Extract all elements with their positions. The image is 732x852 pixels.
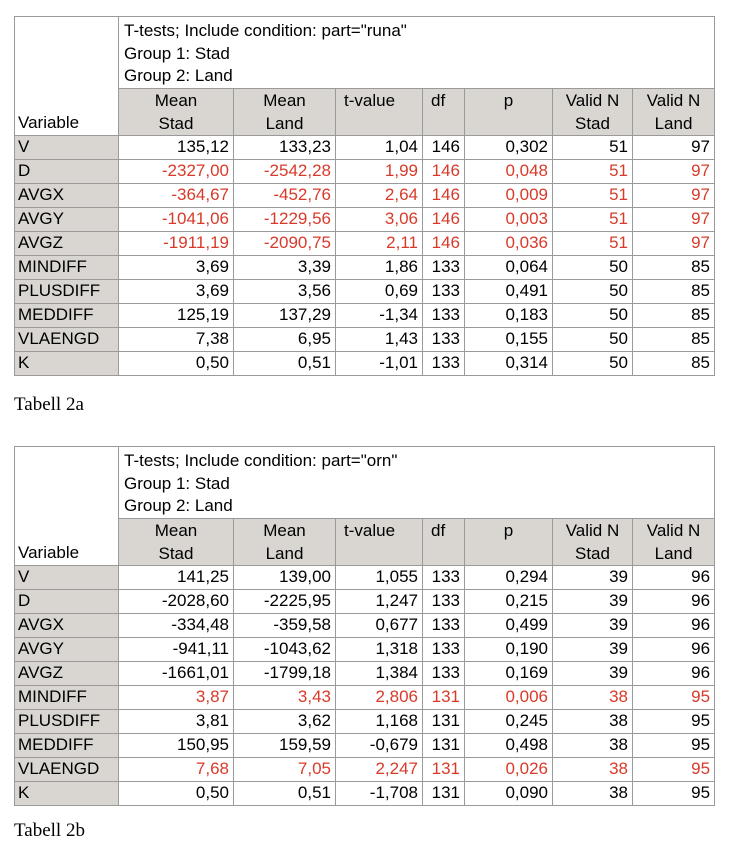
column-header-line1: Mean [263, 520, 306, 540]
table-cell: 133,23 [234, 135, 336, 159]
column-header-line1: df [431, 520, 446, 540]
table-cell: 7,38 [119, 327, 234, 351]
table-row [15, 589, 715, 613]
table-cell: 0,245 [465, 709, 553, 733]
row-variable-name: D [15, 589, 119, 613]
row-variable-name: AVGY [15, 637, 119, 661]
table-cell: 39 [553, 637, 633, 661]
table-cell: 1,055 [336, 565, 423, 589]
table-caption-a: Tabell 2a [14, 394, 84, 415]
table-cell: 7,68 [119, 757, 234, 781]
table-cell: 0,006 [465, 685, 553, 709]
column-header-line1: Valid N [646, 520, 701, 540]
table-cell: 0,026 [465, 757, 553, 781]
column-header-line1: Valid N [565, 90, 620, 110]
table-cell: -359,58 [234, 613, 336, 637]
column-header-line2: Stad [158, 543, 194, 563]
table-cell: 0,155 [465, 327, 553, 351]
table-cell: 2,11 [336, 231, 423, 255]
table-cell: 85 [633, 255, 715, 279]
column-header [465, 88, 553, 135]
column-header [336, 88, 423, 135]
table-title [119, 17, 715, 89]
column-header-line1: df [431, 90, 446, 110]
column-header-line1: Mean [154, 90, 198, 110]
ttest-table-b-container [14, 446, 711, 806]
table-cell: 96 [633, 589, 715, 613]
column-header [553, 88, 633, 135]
row-variable-name: AVGY [15, 207, 119, 231]
table-cell: 133 [423, 303, 465, 327]
table-cell: 0,51 [234, 351, 336, 375]
row-variable-name: PLUSDIFF [15, 279, 119, 303]
table-row [15, 207, 715, 231]
table-cell: -1229,56 [234, 207, 336, 231]
table-cell: 50 [553, 255, 633, 279]
row-variable-name: MINDIFF [15, 685, 119, 709]
table-cell: 146 [423, 135, 465, 159]
ttest-table [14, 16, 715, 376]
table-cell: 51 [553, 183, 633, 207]
row-variable-name: MINDIFF [15, 255, 119, 279]
table-cell: 96 [633, 613, 715, 637]
table-cell: 3,06 [336, 207, 423, 231]
table-cell: 0,498 [465, 733, 553, 757]
table-cell: 0,169 [465, 661, 553, 685]
table-cell: 133 [423, 661, 465, 685]
table-cell: -2225,95 [234, 589, 336, 613]
column-header-line1: t-value [344, 90, 396, 110]
table-title-line: T-tests; Include condition: part="orn" [124, 451, 398, 470]
table-cell: 3,69 [119, 255, 234, 279]
table-row [15, 781, 715, 805]
column-header-line2: Land [654, 113, 693, 133]
table-cell: 0,69 [336, 279, 423, 303]
row-variable-name: AVGX [15, 183, 119, 207]
table-cell: 0,302 [465, 135, 553, 159]
table-row [15, 757, 715, 781]
table-cell: 1,168 [336, 709, 423, 733]
table-cell: 1,04 [336, 135, 423, 159]
table-cell: 146 [423, 159, 465, 183]
table-cell: 2,247 [336, 757, 423, 781]
column-header-line2: Stad [158, 113, 194, 133]
table-cell: -452,76 [234, 183, 336, 207]
row-variable-name: K [15, 351, 119, 375]
table-cell: 0,003 [465, 207, 553, 231]
table-cell: 146 [423, 207, 465, 231]
table-cell: 97 [633, 231, 715, 255]
table-cell: 39 [553, 565, 633, 589]
table-cell: 0,183 [465, 303, 553, 327]
table-cell: -1043,62 [234, 637, 336, 661]
table-cell: 38 [553, 733, 633, 757]
table-cell: 125,19 [119, 303, 234, 327]
column-header-line1: Valid N [646, 90, 701, 110]
table-cell: 38 [553, 685, 633, 709]
ttest-table-a-container [14, 16, 710, 376]
column-header-line1: Mean [263, 90, 306, 110]
table-cell: 0,294 [465, 565, 553, 589]
table-title-line: Group 2: Land [124, 496, 233, 515]
table-cell: 1,384 [336, 661, 423, 685]
table-cell: -1911,19 [119, 231, 234, 255]
table-cell: 85 [633, 279, 715, 303]
table-cell: 95 [633, 685, 715, 709]
table-row [15, 565, 715, 589]
column-header-line2: Land [654, 543, 693, 563]
table-cell: 133 [423, 351, 465, 375]
table-cell: 1,247 [336, 589, 423, 613]
table-cell: 0,50 [119, 781, 234, 805]
column-header-line1: p [503, 520, 514, 540]
table-cell: -1,34 [336, 303, 423, 327]
variable-column-header: Variable [15, 17, 119, 136]
table-cell: 146 [423, 183, 465, 207]
column-header-line2: Land [265, 113, 304, 133]
table-cell: -0,679 [336, 733, 423, 757]
table-cell: 1,318 [336, 637, 423, 661]
table-title-line: Group 1: Stad [124, 473, 230, 493]
table-cell: 0,090 [465, 781, 553, 805]
table-cell: 3,81 [119, 709, 234, 733]
table-cell: 133 [423, 327, 465, 351]
column-header-line1: p [503, 90, 514, 110]
table-cell: 38 [553, 781, 633, 805]
table-cell: 95 [633, 781, 715, 805]
table-row [15, 279, 715, 303]
table-cell: 38 [553, 709, 633, 733]
column-header-row [15, 88, 715, 135]
table-cell: 95 [633, 709, 715, 733]
row-variable-name: AVGZ [15, 231, 119, 255]
table-cell: 39 [553, 589, 633, 613]
table-cell: 85 [633, 327, 715, 351]
column-header [336, 518, 423, 565]
table-cell: 3,43 [234, 685, 336, 709]
table-cell: 3,62 [234, 709, 336, 733]
table-row [15, 351, 715, 375]
column-header [633, 518, 715, 565]
table-cell: 0,499 [465, 613, 553, 637]
table-cell: 0,314 [465, 351, 553, 375]
title-row [15, 447, 715, 519]
table-cell: 2,64 [336, 183, 423, 207]
column-header-line2: Stad [575, 543, 610, 563]
table-cell: 97 [633, 207, 715, 231]
table-cell: 131 [423, 733, 465, 757]
table-cell: 50 [553, 351, 633, 375]
table-title [119, 447, 715, 519]
table-cell: -1661,01 [119, 661, 234, 685]
table-row [15, 327, 715, 351]
table-row [15, 159, 715, 183]
table-cell: 2,806 [336, 685, 423, 709]
table-cell: -2327,00 [119, 159, 234, 183]
table-cell: 3,69 [119, 279, 234, 303]
row-variable-name: AVGX [15, 613, 119, 637]
column-header [553, 518, 633, 565]
table-cell: 85 [633, 303, 715, 327]
table-cell: 0,491 [465, 279, 553, 303]
table-cell: 39 [553, 661, 633, 685]
row-variable-name: V [15, 565, 119, 589]
column-header-line1: Mean [154, 520, 198, 540]
table-cell: 133 [423, 279, 465, 303]
ttest-table [14, 446, 715, 806]
table-title-line: T-tests; Include condition: part="runa" [124, 21, 407, 40]
table-cell: 39 [553, 613, 633, 637]
column-header [234, 518, 336, 565]
table-cell: -2090,75 [234, 231, 336, 255]
column-header [465, 518, 553, 565]
table-cell: 85 [633, 351, 715, 375]
row-variable-name: D [15, 159, 119, 183]
table-row [15, 733, 715, 757]
row-variable-name: MEDDIFF [15, 303, 119, 327]
table-cell: 0,009 [465, 183, 553, 207]
table-cell: 0,190 [465, 637, 553, 661]
table-cell: 150,95 [119, 733, 234, 757]
table-cell: 50 [553, 327, 633, 351]
table-cell: 3,56 [234, 279, 336, 303]
table-row [15, 685, 715, 709]
column-header [633, 88, 715, 135]
table-cell: 131 [423, 685, 465, 709]
table-cell: 131 [423, 757, 465, 781]
table-cell: 133 [423, 589, 465, 613]
table-cell: -941,11 [119, 637, 234, 661]
table-cell: 50 [553, 303, 633, 327]
table-cell: 0,50 [119, 351, 234, 375]
table-caption-b: Tabell 2b [14, 820, 85, 841]
table-cell: 96 [633, 565, 715, 589]
table-cell: 0,048 [465, 159, 553, 183]
table-cell: 6,95 [234, 327, 336, 351]
table-cell: 97 [633, 135, 715, 159]
table-row [15, 255, 715, 279]
column-header [423, 518, 465, 565]
table-cell: 97 [633, 183, 715, 207]
column-header [119, 88, 234, 135]
table-cell: 51 [553, 159, 633, 183]
table-cell: 131 [423, 709, 465, 733]
table-row [15, 661, 715, 685]
table-cell: 95 [633, 757, 715, 781]
column-header [119, 518, 234, 565]
variable-column-header: Variable [15, 447, 119, 566]
table-cell: -1,01 [336, 351, 423, 375]
column-header-line1: t-value [344, 520, 396, 540]
table-cell: 159,59 [234, 733, 336, 757]
table-cell: 0,036 [465, 231, 553, 255]
table-cell: 135,12 [119, 135, 234, 159]
table-cell: 1,86 [336, 255, 423, 279]
table-cell: 133 [423, 255, 465, 279]
column-header-line2: Land [265, 543, 304, 563]
column-header-line2: Stad [575, 113, 610, 133]
column-header-row [15, 518, 715, 565]
table-cell: -334,48 [119, 613, 234, 637]
table-cell: 7,05 [234, 757, 336, 781]
table-cell: -1,708 [336, 781, 423, 805]
table-row [15, 135, 715, 159]
table-cell: 0,677 [336, 613, 423, 637]
table-cell: 50 [553, 279, 633, 303]
table-cell: 3,87 [119, 685, 234, 709]
table-cell: 139,00 [234, 565, 336, 589]
table-cell: 133 [423, 565, 465, 589]
table-cell: 0,215 [465, 589, 553, 613]
column-header [423, 88, 465, 135]
row-variable-name: MEDDIFF [15, 733, 119, 757]
table-cell: 133 [423, 637, 465, 661]
table-cell: 51 [553, 231, 633, 255]
table-cell: 51 [553, 207, 633, 231]
table-cell: 141,25 [119, 565, 234, 589]
table-row [15, 637, 715, 661]
table-cell: 0,064 [465, 255, 553, 279]
table-cell: 97 [633, 159, 715, 183]
table-cell: -1041,06 [119, 207, 234, 231]
row-variable-name: VLAENGD [15, 757, 119, 781]
table-cell: 146 [423, 231, 465, 255]
table-cell: 131 [423, 781, 465, 805]
table-cell: 133 [423, 613, 465, 637]
row-variable-name: VLAENGD [15, 327, 119, 351]
table-cell: 0,51 [234, 781, 336, 805]
table-cell: 137,29 [234, 303, 336, 327]
row-variable-name: K [15, 781, 119, 805]
table-cell: -2028,60 [119, 589, 234, 613]
table-cell: 1,99 [336, 159, 423, 183]
table-row [15, 183, 715, 207]
table-title-line: Group 2: Land [124, 66, 233, 85]
row-variable-name: V [15, 135, 119, 159]
column-header-line1: Valid N [565, 520, 620, 540]
table-cell: -2542,28 [234, 159, 336, 183]
table-cell: 3,39 [234, 255, 336, 279]
row-variable-name: AVGZ [15, 661, 119, 685]
table-row [15, 231, 715, 255]
table-cell: 1,43 [336, 327, 423, 351]
table-cell: 38 [553, 757, 633, 781]
table-cell: -364,67 [119, 183, 234, 207]
table-cell: 95 [633, 733, 715, 757]
table-title-line: Group 1: Stad [124, 43, 230, 63]
table-cell: 96 [633, 661, 715, 685]
table-row [15, 303, 715, 327]
table-cell: -1799,18 [234, 661, 336, 685]
row-variable-name: PLUSDIFF [15, 709, 119, 733]
column-header [234, 88, 336, 135]
table-cell: 51 [553, 135, 633, 159]
table-row [15, 613, 715, 637]
table-cell: 96 [633, 637, 715, 661]
title-row [15, 17, 715, 89]
table-row [15, 709, 715, 733]
